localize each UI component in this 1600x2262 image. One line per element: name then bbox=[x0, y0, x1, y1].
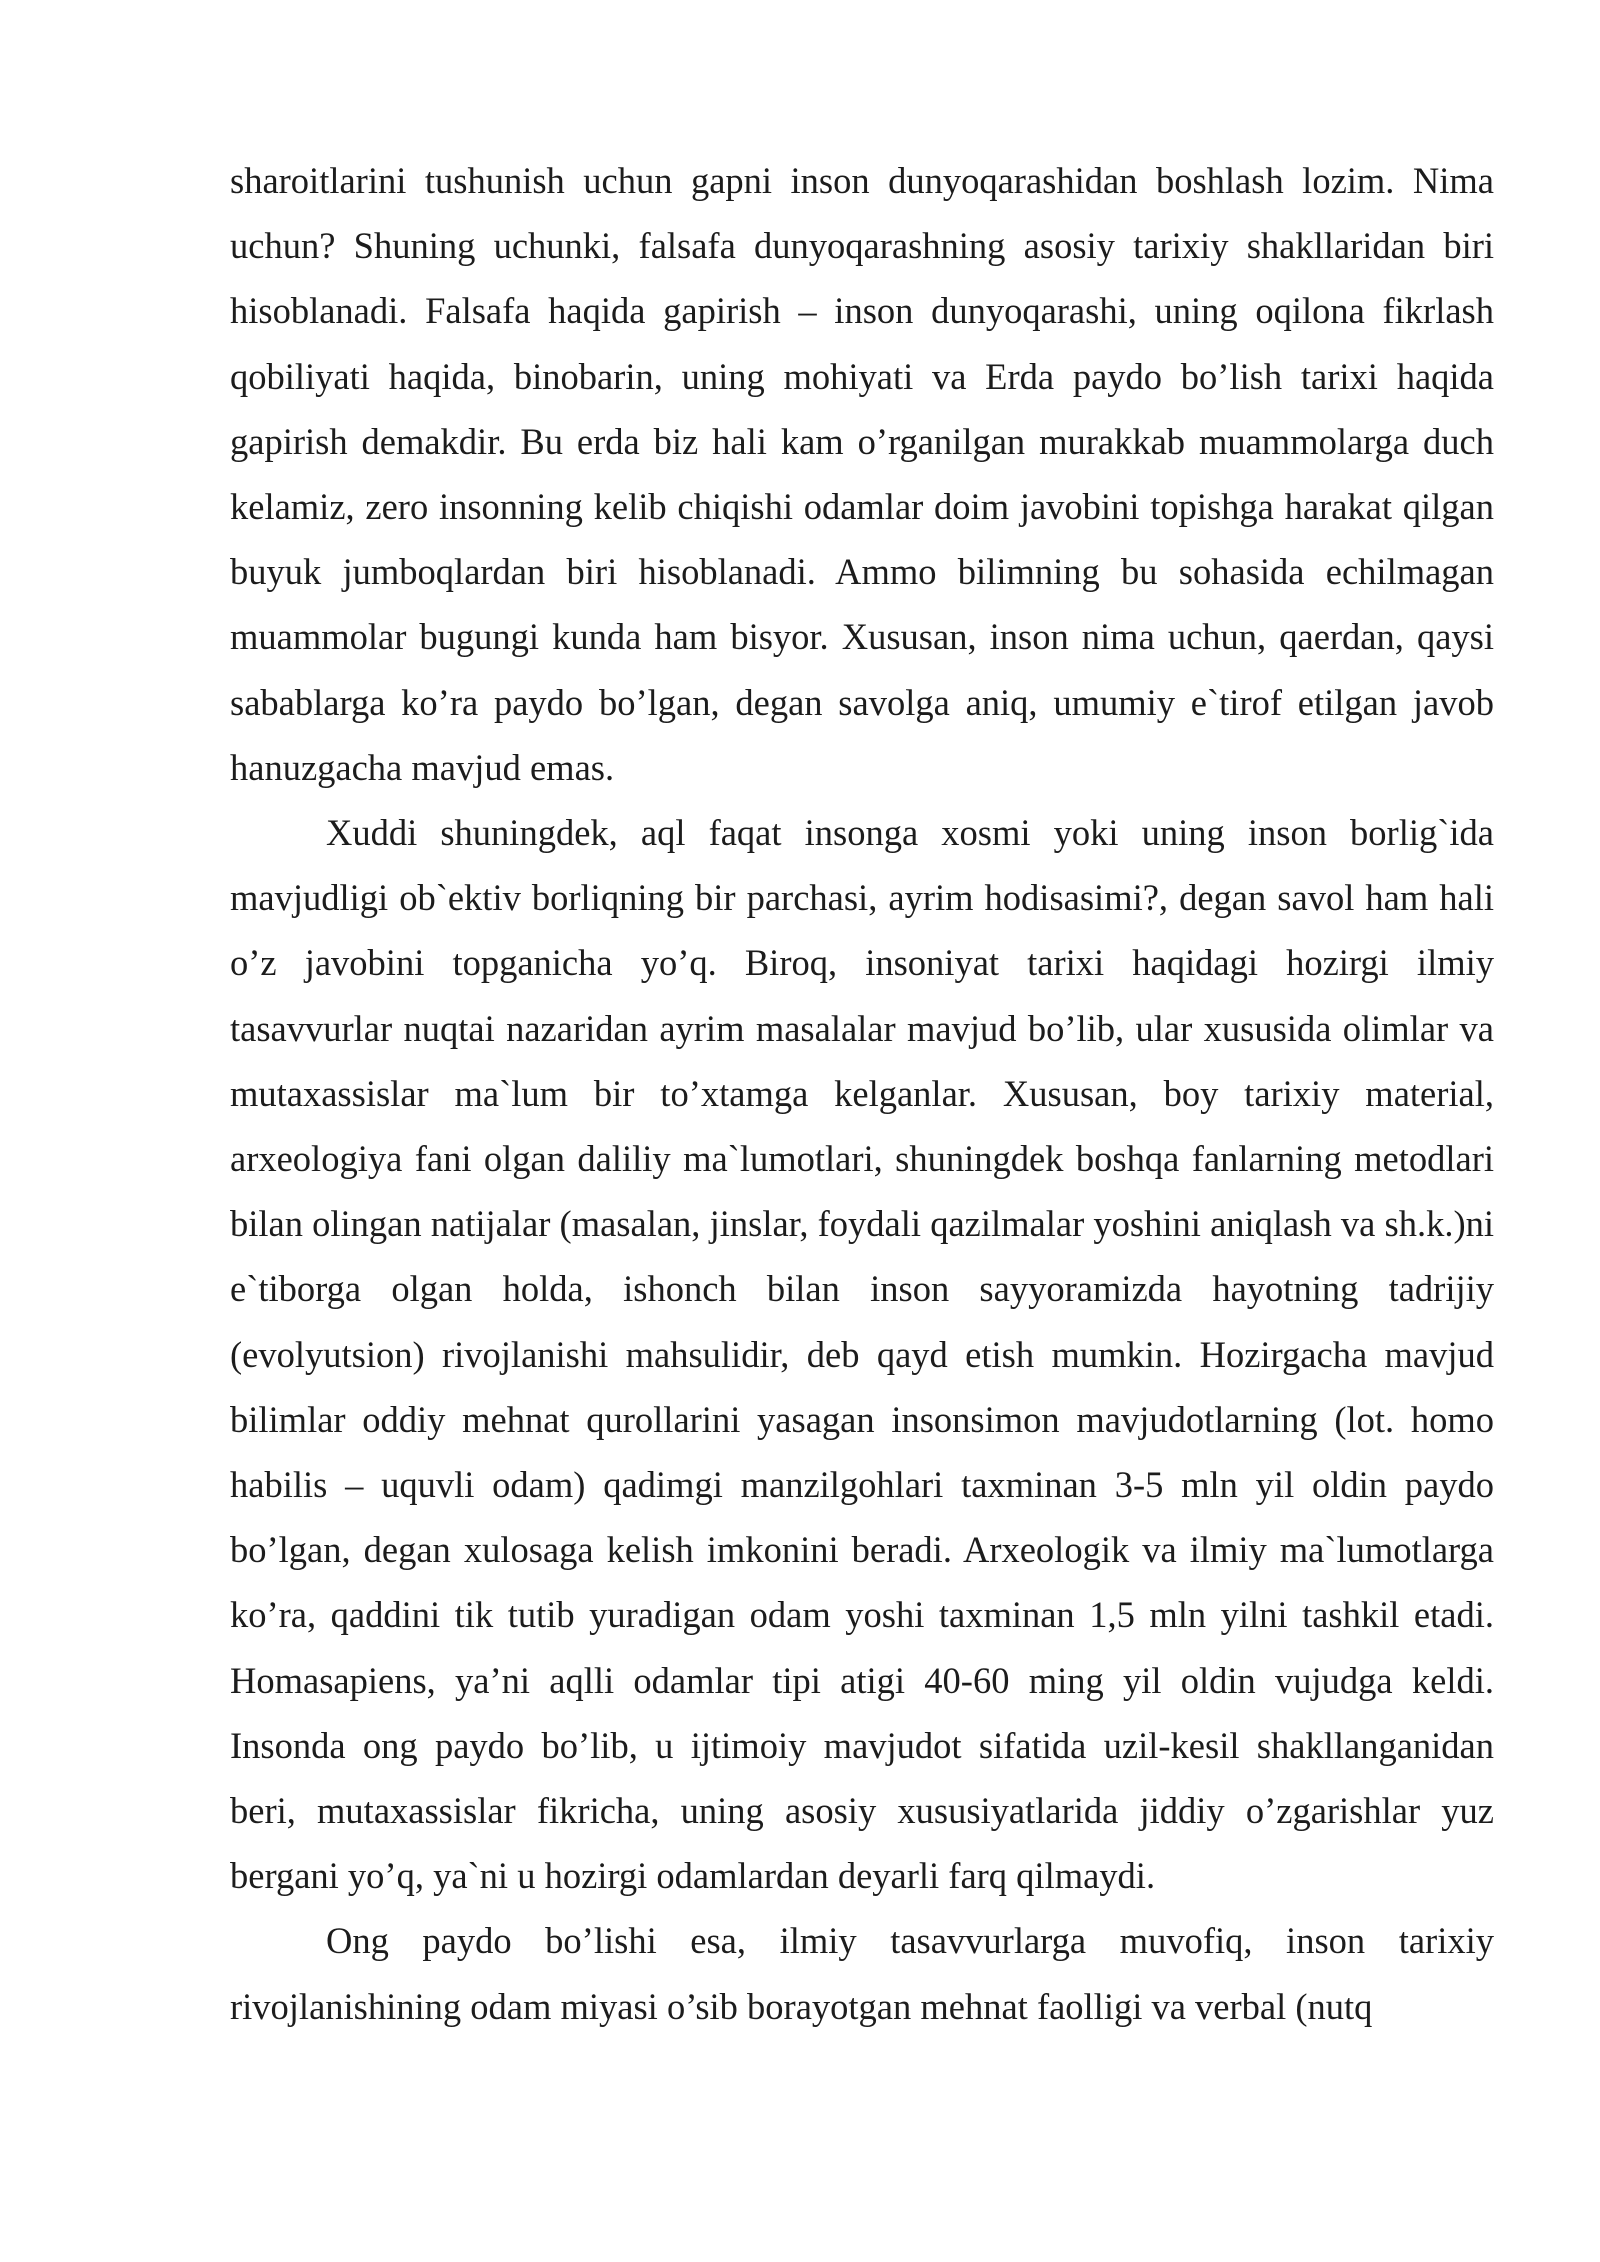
paragraph-2: Xuddi shuningdek, aql faqat insonga xosmi yoki uning inson borlig`ida mavjudligi ob`ektiv borliqning bir parchasi, ayrim hodisasimi?, degan savol ham hali o’z javobini topganicha yo’q. Biroq, insoniyat tarixi haqidagi hozirgi ilmiy tasavvurlar nuqtai nazaridan ayrim masalalar mavjud bo’lib, ular xususida olimlar va mutaxassislar ma`lum bir to’xtamga kelganlar. Xususan, boy tarixiy material, arxeologiya fani olgan daliliy ma`lumotlari, shuningdek boshqa fanlarning metodlari bilan olingan natijalar (masalan, jinslar, foydali qazilmalar yoshini aniqlash va sh.k.)ni e`tiborga olgan holda, ishonch bilan inson sayyoramizda hayotning tadrijiy (evolyutsion) rivojlanishi mahsulidir, deb qayd etish mumkin. Hozirgacha mavjud bilimlar oddiy mehnat qurollarini yasagan insonsimon mavjudotlarning (lot. homo habilis – uquvli odam) qadimgi manzilgohlari taxminan 3-5 mln yil oldin paydo bo’lgan, degan xulosaga kelish imkonini beradi. Arxeologik va ilmiy ma`lumotlarga ko’ra, qaddini tik tutib yuradigan odam yoshi taxminan 1,5 mln yilni tashkil etadi. Homasapiens, ya’ni aqlli odamlar tipi atigi 40-60 ming yil oldin vujudga keldi. Insonda ong paydo bo’lib, u ijtimoiy mavjudot sifatida uzil-kesil shakllanganidan beri, mutaxassislar fikricha, uning asosiy xususiyatlarida jiddiy o’zgarishlar yuz bergani yo’q, ya`ni u hozirgi odamlardan deyarli farq qilmaydi. bbox=[230, 812, 1494, 1897]
paragraph-1: sharoitlarini tushunish uchun gapni inson dunyoqarashidan boshlash lozim. Nima uchun? Shuning uchunki, falsafa dunyoqarashning asosiy tarixiy shakllaridan biri hisoblanadi. Falsafa haqida gapirish – inson dunyoqarashi, uning oqilona fikrlash qobiliyati haqida, binobarin, uning mohiyati va Erda paydo bo’lish tarixi haqida gapirish demakdir. Bu erda biz hali kam o’rganilgan murakkab muammolarga duch kelamiz, zero insonning kelib chiqishi odamlar doim javobini topishga harakat qilgan buyuk jumboqlardan biri hisoblanadi. Ammo bilimning bu sohasida echilmagan muammolar bugungi kunda ham bisyor. Xususan, inson nima uchun, qaerdan, qaysi sabablarga ko’ra paydo bo’lgan, degan savolga aniq, umumiy e`tirof etilgan javob hanuzgacha mavjud emas. bbox=[230, 160, 1494, 788]
paragraph-3: Ong paydo bo’lishi esa, ilmiy tasavvurlarga muvofiq, inson tarixiy rivojlanishining odam miyasi o’sib borayotgan mehnat faolligi va verbal (nutq bbox=[230, 1920, 1494, 2027]
document-page bbox=[230, 148, 1494, 2039]
